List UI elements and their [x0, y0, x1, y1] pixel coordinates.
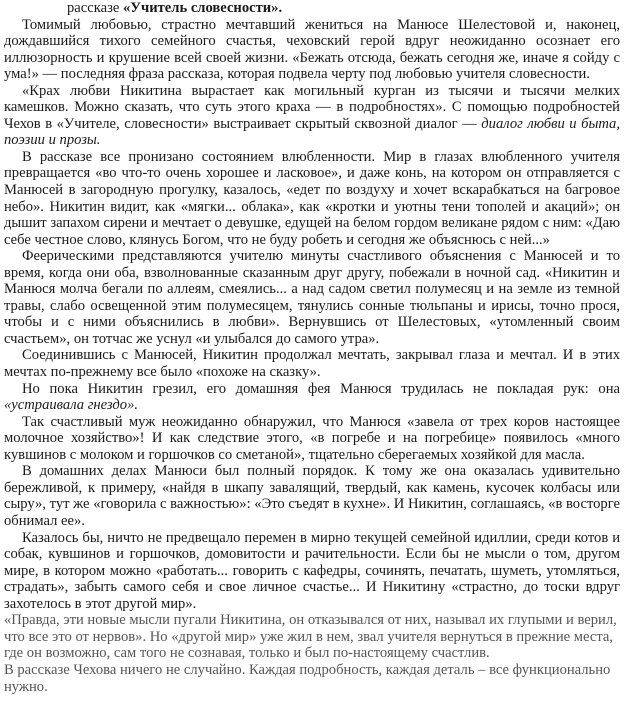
body-paragraph — [4, 83, 620, 149]
body-paragraph — [4, 414, 620, 464]
body-paragraph — [4, 248, 620, 347]
text-run: «Крах любви Никитина вырастает как могильный курган из тысячи и тысячи мелких камешков. Можно сказать, что суть этого краха — в подробностях». С помощью подробностей Чехов в «Учителе, словесности» выстраивает скрытый сквозной диалог — — [4, 82, 620, 132]
article-body — [4, 0, 620, 612]
footer-paragraph: «Правда, эти новые мысли пугали Никитина, он отказывался от них, называл их глупыми и верил, что все это от нервов». Но «другой мир» уже жил в нем, звал учителя вернуться в прежние места, где он возможно, сам того не сознавая, только и был по-настоящему счастлив. — [4, 612, 617, 662]
text-run: В рассказе все пронизано состоянием влюбленности. Мир в глазах влюбленного учителя превращается «во что-то очень хорошее и ласковое», и даже конь, на котором он отправляется с Манюсей в загородную прогулку, казалось, «едет по воздуху и хочет вскарабкаться на багровое небо». Никитин видит, как «мягки... облака», как «кротки и уютны тени тополей и акаций»; он дышит запахом сирени и мечтает о девушке, едущей на белом гордом великане рядом с ним: «Даю себе честное слово, клянусь Богом, что не буду робеть и сегодня же объяснюсь с ней...» — [4, 148, 620, 248]
body-paragraph — [4, 17, 620, 83]
text-run: Феерическими представляются учителю минуты счастливого объяснения с Манюсей и то время, когда они оба, взволнованные сказанным друг другу, побежали в ночной сад. «Никитин и Манюся молча бегали по аллеям, смеялись... а над садом светил полумесяц и на земле из темной травы, слабо освещенной этим полумесяцем, тянулись сонные тюльпаны и ирисы, точно прося, чтобы и с ними объяснились в любви». Вернувшись от Шелестовых, «утомленный своим счастьем», он тотчас же уснул «и улыбался до самого утра». — [4, 248, 620, 347]
text-run: В домашних делах Манюси был полный порядок. К тому же она оказалась удивительно бережливой, к примеру, «найдя в шкапу завалящий, твердый, как камень, кусочек колбасы или сыру», тут же «говорила с важностью»: «Это съедят в кухне». И Никитин, соглашаясь, «в восторге обнимал ее». — [4, 463, 620, 529]
body-paragraph — [4, 347, 620, 380]
text-run: Томимый любовью, страстно мечтавший жениться на Манюсе Шелестовой и, наконец, дождавшийся тихого семейного счастья, чеховский герой вдруг неожиданно осознает его иллюзорность и крушение всей своей жизни. «Бежать отсюда, бежать сегодня же, иначе я сойду с ума!» — последняя фраза рассказа, которая подвела черту под любовью учителя словесности. — [4, 16, 620, 83]
text-run: Так счастливый муж неожиданно обнаружил, что Манюся «завела от трех коров настоящее молочное хозяйство»! И как следствие этого, «в погребе и на погребице» появилось «много кувшинов с молоком и горшочков со сметаной», тщательно сберегаемых хозяйкой для масла. — [4, 413, 620, 463]
text-run: Но пока Никитин грезил, его домашняя фея Манюся трудилась не покладая рук: она — [22, 380, 620, 397]
text-run: Казалось бы, ничто не предвещало перемен в мирно текущей семейной идиллии, среди котов и собак, кувшинов и горшочков, домовитости и рачительности. Если бы не мысли о том, другом мире, в котором можно «работать... говорить с кафедры, сочинять, печатать, шуметь, утомляться, страдать», забыть самого себя и свое личное счастье... И Никитину «страстно, до тоски вдруг захотелось в этот другой мир». — [4, 529, 620, 612]
body-paragraph — [4, 530, 620, 613]
footer-paragraph: В рассказе Чехова ничего не случайно. Каждая подробность, каждая деталь – все функционально нужно. — [4, 662, 611, 695]
body-paragraph — [4, 381, 620, 414]
italic-text: диалог любви и быта, поэзии и прозы. — [4, 115, 620, 149]
body-paragraph — [4, 149, 620, 248]
text-run: рассказе — [67, 0, 123, 16]
text-run: Соединившись с Манюсей, Никитин продолжал мечтать, закрывал глаза и мечтал. И в этих мечтах по-прежнему все было «похоже на сказку». — [4, 347, 620, 381]
body-paragraph — [4, 463, 620, 529]
article-footer — [4, 612, 620, 695]
italic-text: «устраивала гнездо». — [4, 397, 139, 414]
body-paragraph — [4, 0, 620, 17]
bold-text: «Учитель словесности». — [122, 0, 283, 16]
